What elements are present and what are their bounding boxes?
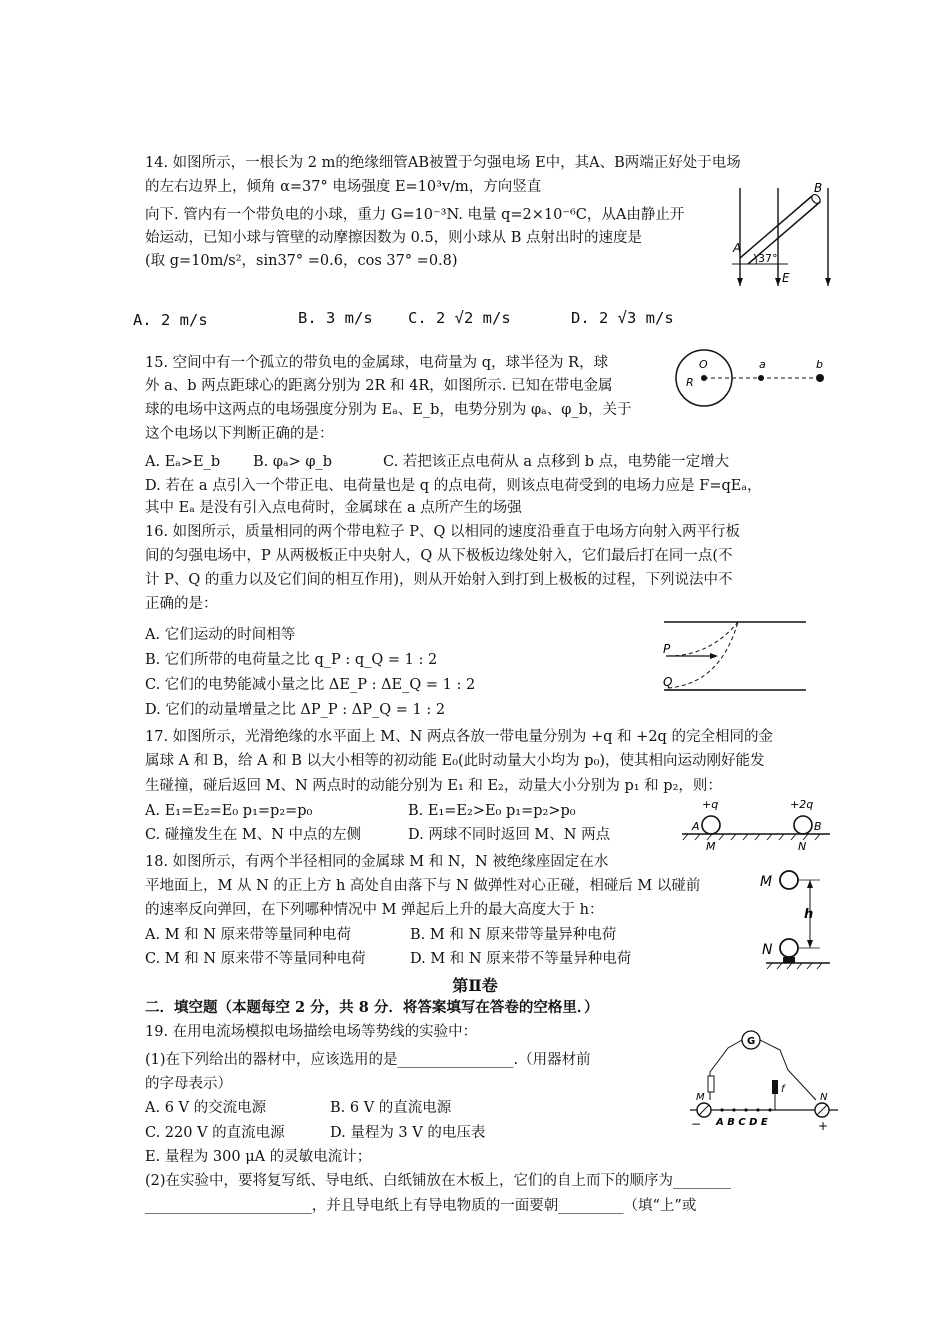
q16-option-d: D. 它们的动量增量之比 ΔP_P : ΔP_Q = 1 : 2 bbox=[145, 702, 446, 718]
q19-option-c: C. 220 V 的直流电源 bbox=[145, 1125, 285, 1141]
q19-fig-label-f: f bbox=[781, 1084, 785, 1095]
q18-line-3: 的速率反向弹回，在下列哪种情况中 M 弹起后上升的最大高度大于 h： bbox=[145, 902, 604, 918]
q19-circuit-figure bbox=[688, 1028, 840, 1132]
q17-fig-label-m: M bbox=[706, 840, 716, 852]
q17-line-3: 生碰撞，碰后返回 M、N 两点时的动能分别为 E₁ 和 E₂，动量大小分别为 p₁ 和 p₂，则： bbox=[145, 778, 722, 794]
q17-fig-charge-b: +2q bbox=[790, 798, 814, 811]
q15-fig-label-b: b bbox=[816, 358, 823, 371]
q15-line-2: 外 a、b 两点距球心的距离分别为 2R 和 4R，如图所示. 已知在带电金属 bbox=[145, 378, 613, 394]
q16-fig-label-p: P bbox=[663, 642, 671, 656]
q16-fig-label-q: Q bbox=[663, 675, 673, 689]
q19-fig-label-m: M bbox=[696, 1092, 705, 1103]
q17-fig-label-n: N bbox=[798, 840, 807, 852]
q15-fig-label-o: O bbox=[699, 358, 708, 371]
q17-line-2: 属球 A 和 B，给 A 和 B 以大小相等的初动能 E₀(此时动量大小均为 p₀)，使其相向运动刚好能发 bbox=[145, 753, 765, 769]
q14-fig-label-a: A bbox=[733, 241, 742, 255]
q14-fig-label-b: B bbox=[814, 181, 823, 195]
q16-line-2: 间的匀强电场中，P 从两极板正中央射人，Q 从下极板边缘处射入，它们最后打在同一点(不 bbox=[145, 548, 733, 564]
q18-fig-label-m: M bbox=[760, 874, 773, 890]
q19-sub1: (1)在下列给出的器材中，应该选用的是________________.（用器材前 bbox=[145, 1052, 591, 1068]
q16-plates-figure bbox=[660, 614, 810, 698]
q16-line-1: 16. 如图所示，质量相同的两个带电粒子 P、Q 以相同的速度沿垂直于电场方向射入两平行板 bbox=[145, 524, 741, 540]
part2-title: 第Ⅱ卷 bbox=[452, 976, 498, 995]
q14-tube-figure bbox=[728, 180, 840, 292]
q19-sub1-cont: 的字母表示） bbox=[145, 1076, 232, 1092]
q14-line-5: (取 g=10m/s²，sin37° =0.6，cos 37° =0.8) bbox=[145, 253, 458, 269]
q15-option-d-line-2: 其中 Eₐ 是没有引入点电荷时，金属球在 a 点所产生的场强 bbox=[145, 500, 522, 516]
q18-fig-label-n: N bbox=[762, 942, 773, 958]
q18-fig-label-h: h bbox=[804, 907, 814, 922]
q17-option-c: C. 碰撞发生在 M、N 中点的左侧 bbox=[145, 827, 362, 843]
q14-choice-d: D. 2 √3 m/s bbox=[571, 309, 674, 327]
q15-line-1: 15. 空间中有一个孤立的带负电的金属球，电荷量为 q，球半径为 R，球 bbox=[145, 355, 609, 371]
q19-fig-plus: + bbox=[818, 1119, 829, 1132]
q14-choice-c: C. 2 √2 m/s bbox=[408, 309, 511, 327]
q14-line-3: 向下. 管内有一个带负电的小球，重力 G=10⁻³N. 电量 q=2×10⁻⁶C，从A由静止开 bbox=[145, 207, 685, 223]
section-2-heading: 二．填空题（本题每空 2 分，共 8 分．将答案填写在答卷的空格里．） bbox=[145, 999, 599, 1016]
q18-option-a: A. M 和 N 原来带等量同种电荷 bbox=[145, 927, 352, 943]
q16-option-c: C. 它们的电势能减小量之比 ΔE_P : ΔE_Q = 1 : 2 bbox=[145, 677, 476, 693]
q14-choice-b: B. 3 m/s bbox=[298, 309, 373, 327]
q16-option-a: A. 它们运动的时间相等 bbox=[145, 627, 296, 643]
q18-line-1: 18. 如图所示，有两个半径相同的金属球 M 和 N，N 被绝缘座固定在水 bbox=[145, 854, 609, 870]
q15-option-b: B. φₐ> φ_b bbox=[253, 454, 333, 470]
q15-line-3: 球的电场中这两点的电场强度分别为 Eₐ、E_b，电势分别为 φₐ、φ_b，关于 bbox=[145, 402, 632, 418]
q18-option-b: B. M 和 N 原来带等量异种电荷 bbox=[410, 927, 617, 943]
q17-fig-label-b: B bbox=[814, 820, 822, 833]
q17-option-d: D. 两球不同时返回 M、N 两点 bbox=[408, 827, 611, 843]
q19-fig-minus: − bbox=[691, 1117, 702, 1131]
q17-line-1: 17. 如图所示，光滑绝缘的水平面上 M、N 两点各放一带电量分别为 +q 和 +2q 的完全相同的金 bbox=[145, 729, 773, 745]
q19-option-b: B. 6 V 的直流电源 bbox=[330, 1100, 452, 1116]
q16-line-4: 正确的是： bbox=[145, 596, 218, 612]
q15-fig-label-r: R bbox=[686, 376, 694, 389]
q19-fig-galvanometer-label: G bbox=[747, 1036, 756, 1047]
q14-fig-angle: 37° bbox=[758, 252, 778, 265]
q19-intro: 19. 在用电流场模拟电场描绘电场等势线的实验中： bbox=[145, 1024, 478, 1040]
q19-sub2: (2)在实验中，要将复写纸、导电纸、白纸铺放在木板上，它们的自上而下的顺序为________ bbox=[145, 1173, 732, 1189]
q14-line-1: 14. 如图所示，一根长为 2 m的绝缘细管AB被置于匀强电场 E中，其A、B两端正好处于电场 bbox=[145, 155, 741, 171]
q19-option-d: D. 量程为 3 V 的电压表 bbox=[330, 1125, 486, 1141]
q15-option-d-line-1: D. 若在 a 点引入一个带正电、电荷量也是 q 的点电荷，则该点电荷受到的电场力应是 F=qEₐ， bbox=[145, 478, 762, 494]
q15-sphere-figure bbox=[672, 346, 832, 410]
q15-line-4: 这个电场以下判断正确的是： bbox=[145, 426, 334, 442]
q14-fig-label-e: E bbox=[782, 271, 790, 285]
q19-sub2-cont: _______________________，并且导电纸上有导电物质的一面要朝_________（填“上”或 bbox=[145, 1198, 697, 1214]
q14-choice-a: A. 2 m/s bbox=[133, 311, 208, 329]
q19-fig-label-n: N bbox=[820, 1092, 828, 1103]
q15-option-c: C. 若把该正点电荷从 a 点移到 b 点，电势能一定增大 bbox=[383, 454, 730, 470]
q19-fig-points: A B C D E bbox=[716, 1117, 768, 1128]
q15-option-a: A. Eₐ>E_b bbox=[145, 454, 221, 470]
q18-option-c: C. M 和 N 原来带不等量同种电荷 bbox=[145, 951, 366, 967]
q17-fig-charge-a: +q bbox=[702, 798, 719, 811]
q19-option-a: A. 6 V 的交流电源 bbox=[145, 1100, 267, 1116]
q18-option-d: D. M 和 N 原来带不等量异种电荷 bbox=[410, 951, 632, 967]
q15-fig-label-a: a bbox=[759, 358, 766, 371]
q17-option-a: A. E₁=E₂=E₀ p₁=p₂=p₀ bbox=[145, 803, 313, 819]
q17-balls-figure bbox=[678, 794, 834, 852]
q18-line-2: 平地面上，M 从 N 的正上方 h 高处自由落下与 N 做弹性对心正碰，相碰后 M 以碰前 bbox=[145, 878, 701, 894]
q18-drop-figure bbox=[758, 862, 838, 972]
q17-fig-label-a: A bbox=[692, 820, 700, 833]
q14-line-4: 始运动，已知小球与管壁的动摩擦因数为 0.5，则小球从 B 点射出时的速度是 bbox=[145, 230, 643, 246]
q14-line-2: 的左右边界上，倾角 α=37° 电场强度 E=10³v/m，方向竖直 bbox=[145, 179, 542, 195]
q16-line-3: 计 P、Q 的重力以及它们间的相互作用)，则从开始射入到打到上极板的过程，下列说法中不 bbox=[145, 572, 733, 588]
q16-option-b: B. 它们所带的电荷量之比 q_P : q_Q = 1 : 2 bbox=[145, 652, 438, 668]
q17-option-b: B. E₁=E₂>E₀ p₁=p₂>p₀ bbox=[408, 803, 576, 819]
q19-option-e: E. 量程为 300 μA 的灵敏电流计； bbox=[145, 1149, 372, 1165]
